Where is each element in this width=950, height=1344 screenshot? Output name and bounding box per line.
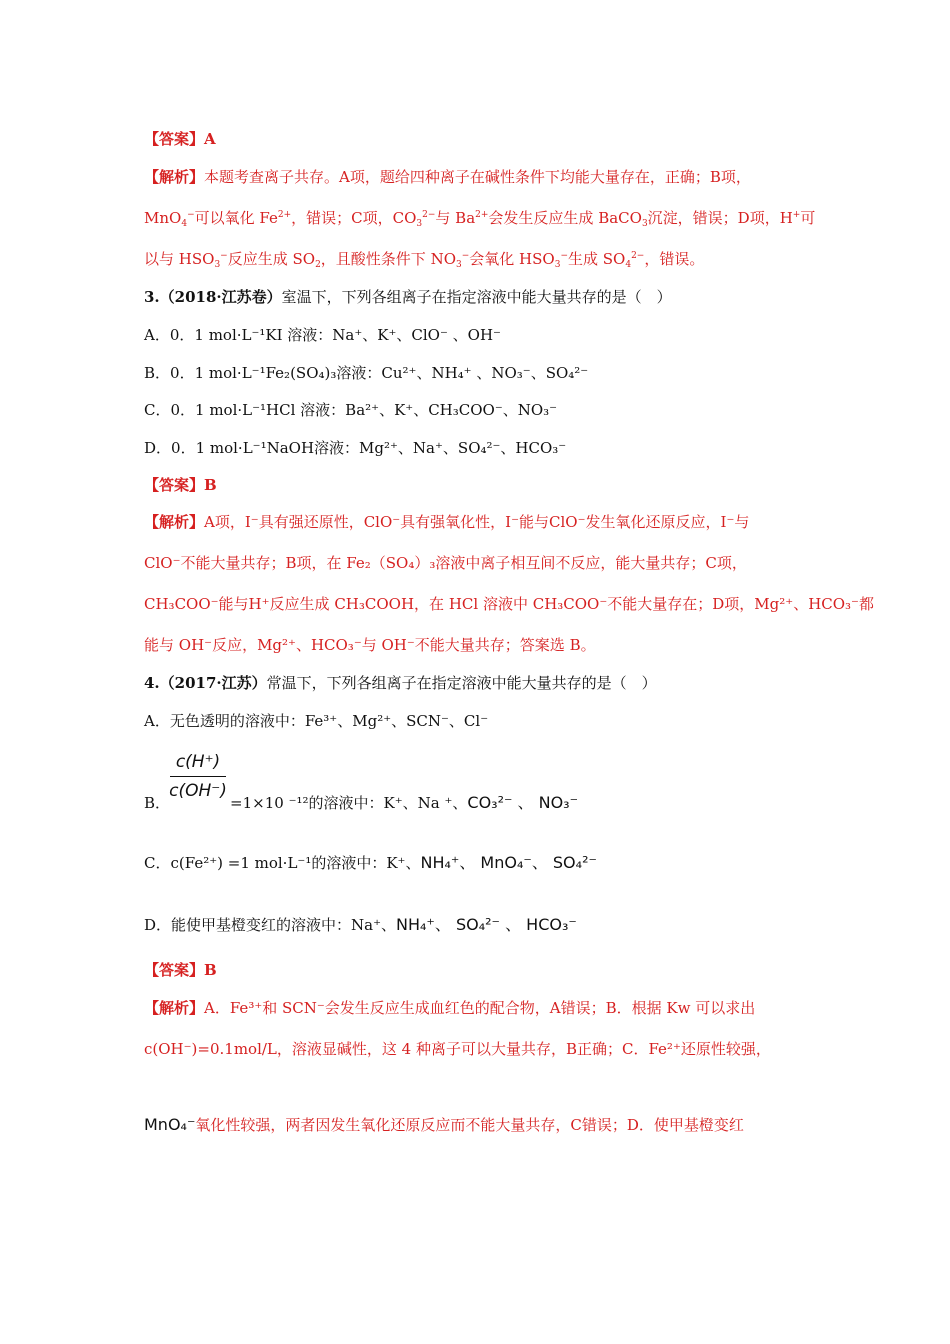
analysis-text: 与 Ba (435, 209, 476, 227)
analysis-text: ，错误。 (644, 250, 705, 268)
analysis-label: 【解析】 (144, 513, 205, 531)
question-number: 3.（2018·江苏卷） (144, 288, 282, 306)
q2-analysis-line1 (144, 166, 820, 188)
q4-answer (144, 959, 820, 981)
analysis-text: ，且酸性条件下 NO (320, 250, 456, 268)
q4-option-c (144, 852, 820, 874)
ion-formulas: NH₄⁺、 SO₄²⁻ 、 HCO₃⁻ (396, 915, 577, 934)
q3-analysis-line4: 能与 OH⁻反应，Mg²⁺、HCO₃⁻与 OH⁻不能大量共存；答案选 B。 (144, 636, 596, 654)
q3-analysis-line2: ClO⁻不能大量共存；B项，在 Fe₂（SO₄）₃溶液中离子相互间不反应，能大量共存；C项， (144, 554, 747, 572)
q2-analysis-line3: 以与 $HSO_3^-$反应生成 $SO_2$，且酸性条件下 $NO_3^-$会氧化 $HSO_3^-$生成 $SO_4^{2-}$，错误。 (144, 250, 705, 270)
option-label: B． (144, 794, 171, 812)
q4-analysis-line1 (144, 997, 820, 1019)
analysis-text: A．Fe³⁺和 SCN⁻会发生反应生成血红色的配合物，A错误；B．根据 Kw 可以求出 (204, 999, 756, 1017)
analysis-text: 会发生反应生成 BaCO (488, 209, 642, 227)
analysis-text: 可以氧化 Fe (194, 209, 278, 227)
ion-formula: MnO₄⁻ (144, 1115, 196, 1134)
question-text: 常温下，下列各组离子在指定溶液中能大量共存的是（ ） (266, 674, 657, 692)
question-text: 室温下，下列各组离子在指定溶液中能大量共存的是（ ） (281, 288, 672, 306)
analysis-text: 可 (800, 209, 816, 227)
q3-option-d: D．0．1 mol·L⁻¹NaOH溶液：Mg²⁺、Na⁺、SO₄²⁻、HCO₃⁻ (144, 439, 567, 457)
ion-formulas: NH₄⁺、 MnO₄⁻、 SO₄²⁻ (420, 853, 597, 872)
analysis-text: 反应生成 SO (227, 250, 316, 268)
analysis-text: 以与 HSO (144, 250, 215, 268)
analysis-text: A项，I⁻具有强还原性，ClO⁻具有强氧化性，I⁻能与ClO⁻发生氧化还原反应，I⁻与 (204, 513, 750, 531)
q3-stem (144, 286, 820, 308)
answer-label: 【答案】 (144, 476, 205, 494)
analysis-text: 会氧化 HSO (469, 250, 555, 268)
q4-analysis-line3 (144, 1114, 820, 1136)
q3-option-a: A．0．1 mol·L⁻¹KI 溶液：Na⁺、K⁺、ClO⁻ 、OH⁻ (144, 326, 501, 344)
answer-label: 【答案】 (144, 130, 205, 148)
fraction-numerator: c(H⁺) (175, 752, 221, 772)
q4-option-d (144, 914, 820, 936)
q2-analysis-line2: MnO$_4$−可以氧化 $Fe^{2+}$，错误；C项，$CO_3^{2-}$与 $Ba^{2+}$会发生反应生成 BaCO$_3$沉淀，错误；D项，H+可 (144, 209, 816, 229)
q4-option-a: A．无色透明的溶液中：Fe³⁺、Mg²⁺、SCN⁻、Cl⁻ (144, 712, 489, 730)
q3-analysis-line3: CH₃COO⁻能与H⁺反应生成 CH₃COOH，在 HCl 溶液中 CH₃COO⁻不能大量存在；D项，Mg²⁺、HCO₃⁻都 (144, 595, 874, 613)
q4-stem (144, 672, 820, 694)
q3-option-b: B．0．1 mol·L⁻¹Fe₂(SO₄)₃溶液：Cu²⁺、NH₄⁺ 、NO₃⁻、SO₄²⁻ (144, 364, 589, 382)
q4-option-b (144, 792, 820, 814)
analysis-text: 生成 SO (568, 250, 626, 268)
q4-analysis-line2: c(OH⁻)=0.1mol/L，溶液显碱性，这 4 种离子可以大量共存，B正确；C．Fe²⁺还原性较强， (144, 1040, 771, 1058)
analysis-text: 氧化性较强，两者因发生氧化还原反应而不能大量共存，C错误；D．使甲基橙变红 (195, 1116, 744, 1134)
answer-value: A (204, 130, 216, 148)
question-number: 4.（2017·江苏） (144, 674, 267, 692)
analysis-text: 本题考查离子共存。A项，题给四种离子在碱性条件下均能大量存在，正确；B项， (204, 168, 751, 186)
analysis-text: MnO (144, 209, 182, 227)
answer-value: B (204, 961, 217, 979)
ion-formulas: CO₃²⁻ 、 NO₃⁻ (467, 793, 579, 812)
option-text: D．能使甲基橙变红的溶液中：Na⁺、 (144, 916, 397, 934)
option-text: =1×10 ⁻¹²的溶液中：K⁺、Na ⁺、 (230, 794, 468, 812)
analysis-label: 【解析】 (144, 999, 205, 1017)
option-text: C．c(Fe²⁺) =1 mol·L⁻¹的溶液中：K⁺、 (144, 854, 421, 872)
analysis-label: 【解析】 (144, 168, 205, 186)
q3-answer (144, 474, 820, 496)
q2-answer (144, 128, 820, 150)
answer-label: 【答案】 (144, 961, 205, 979)
answer-value: B (204, 476, 217, 494)
analysis-text: 沉淀，错误；D项，H (647, 209, 793, 227)
fraction-denominator: c(OH⁻) (169, 781, 227, 801)
q3-analysis-line1 (144, 511, 820, 533)
q3-option-c: C．0．1 mol·L⁻¹HCl 溶液：Ba²⁺、K⁺、CH₃COO⁻、NO₃⁻ (144, 401, 558, 419)
analysis-text: ，错误；C项，CO (291, 209, 417, 227)
